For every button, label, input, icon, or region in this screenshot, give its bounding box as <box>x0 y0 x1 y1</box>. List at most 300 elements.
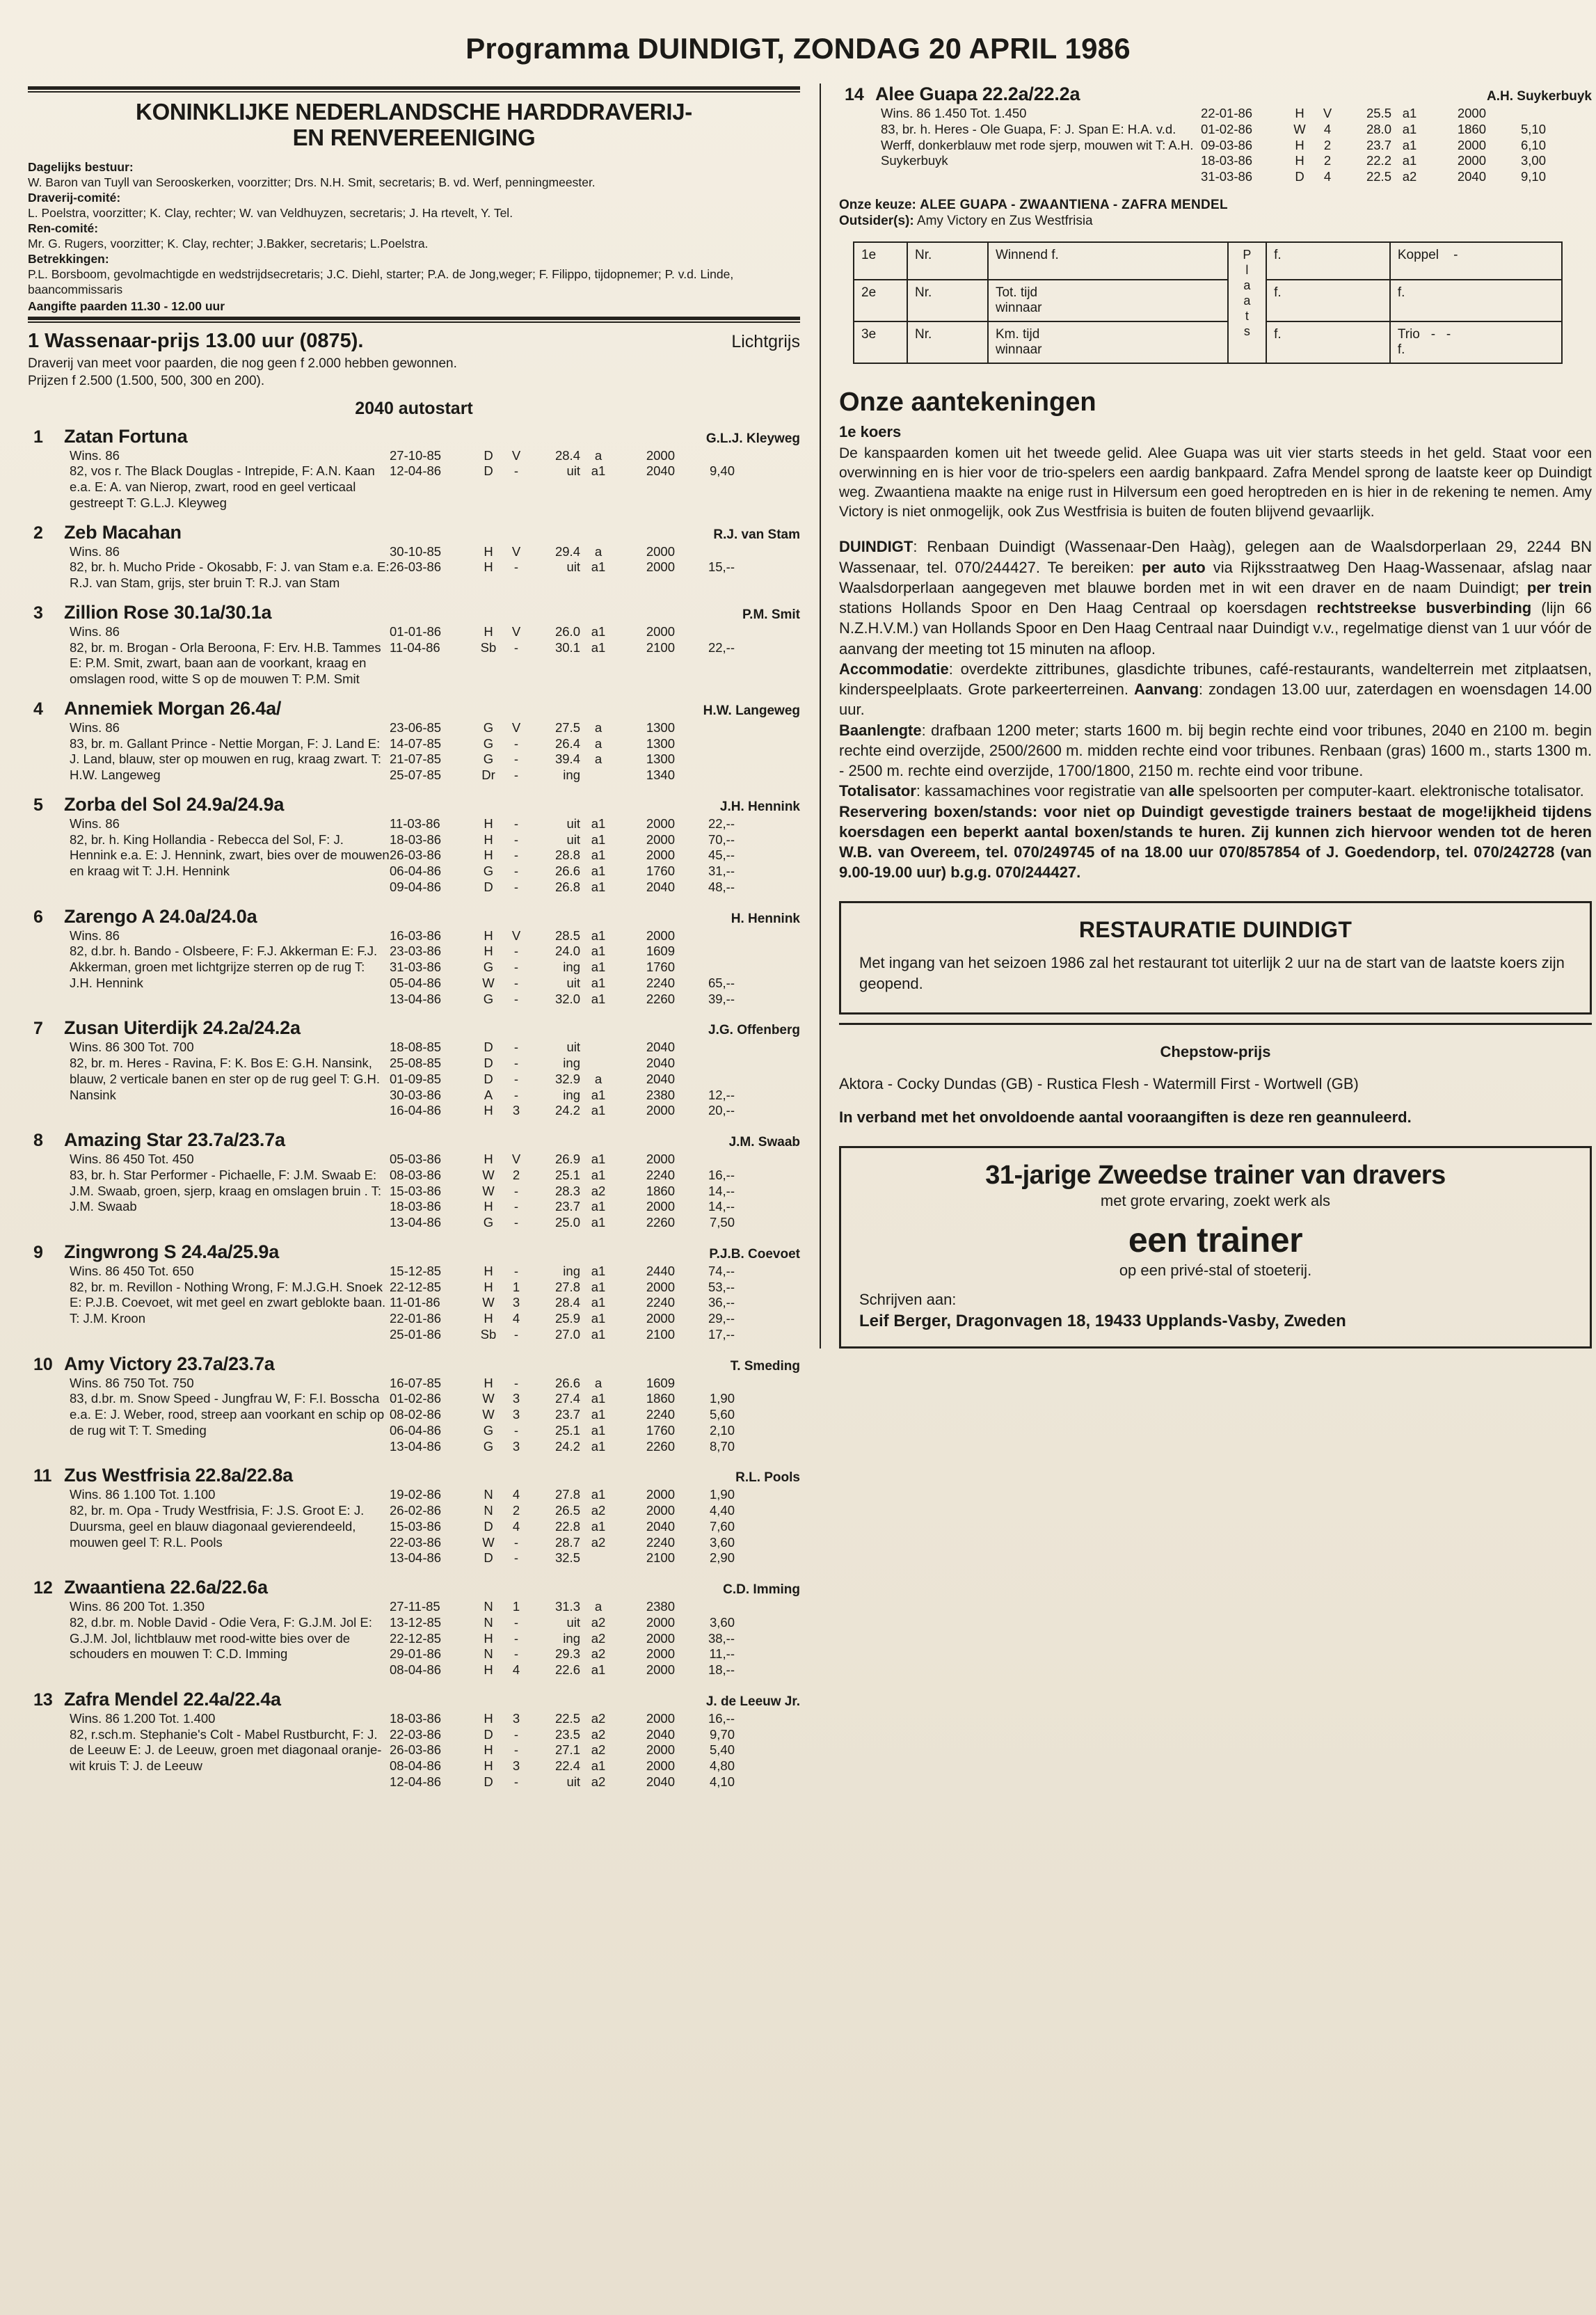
form-row <box>390 1758 800 1774</box>
form-row <box>390 1535 800 1551</box>
form-row <box>390 1599 800 1615</box>
form-time: 22.5 <box>554 1710 580 1726</box>
form-date: 22-01-86 <box>390 1311 442 1326</box>
form-date: 16-03-86 <box>390 928 442 943</box>
horse-name[interactable]: Alee Guapa 22.2a/22.2a <box>875 83 1080 104</box>
form-time: 22.5 <box>1366 169 1391 184</box>
horse-description <box>28 928 390 1008</box>
form-row <box>390 864 800 880</box>
race-conditions-line2: Prijzen f 2.500 (1.500, 500, 300 en 200). <box>28 374 265 389</box>
form-position: V <box>511 1152 521 1167</box>
form-position: - <box>513 1614 519 1630</box>
horse-pedigree: 83, br. h. Heres - Ole Guapa, F: J. Span E: H.A. v.d. Werff, donkerblauw met rode sjerp, mouwen wit T: A.H. Suykerbuyk <box>881 121 1194 168</box>
form-row <box>390 751 800 767</box>
form-row <box>390 1056 800 1072</box>
form-date: 14-07-85 <box>390 735 442 751</box>
horse-number: 3 <box>33 603 43 623</box>
form-odds <box>675 448 735 464</box>
form-distance: 1760 <box>646 864 675 879</box>
form-distance: 1340 <box>646 767 675 783</box>
form-time: 25.5 <box>1366 106 1391 120</box>
bet-plaats-f-3[interactable]: f. <box>1266 321 1390 363</box>
form-start-type: a1 <box>591 975 606 990</box>
horse-number: 14 <box>845 85 864 104</box>
horse-winnings: Wins. 86 <box>70 543 120 559</box>
form-time: 25.1 <box>554 1167 580 1182</box>
form-row <box>390 832 800 848</box>
form-time: 26.5 <box>554 1503 580 1518</box>
form-distance: 2380 <box>646 1087 675 1102</box>
form-row <box>390 992 800 1008</box>
form-date: 25-08-85 <box>390 1056 442 1071</box>
form-position: V <box>511 719 521 735</box>
reservering-label: Reservering boxen/stands: <box>839 802 1038 820</box>
form-odds <box>675 736 735 752</box>
bus-label: rechtstreekse busverbinding <box>1316 599 1532 617</box>
form-time: 24.2 <box>554 1103 580 1118</box>
race-header <box>28 330 800 353</box>
ad-write-label: Schrijven aan: <box>859 1290 957 1308</box>
form-odds: 3,60 <box>709 1614 735 1630</box>
form-distance: 2440 <box>646 1263 675 1278</box>
form-time: 28.4 <box>554 1295 580 1310</box>
form-date: 27-11-85 <box>390 1599 440 1614</box>
section-text: L. Poelstra, voorzitter; K. Clay, rechter; W. van Veldhuyzen, secretaris; J. Ha rtevelt, Y. Tel. <box>28 206 513 221</box>
horse-entry[interactable] <box>28 1241 800 1343</box>
form-track: H <box>484 1710 493 1726</box>
horse-number: 2 <box>33 523 43 543</box>
form-start-type <box>580 1056 616 1072</box>
form-row <box>1201 106 1592 122</box>
horse-body <box>28 1376 800 1455</box>
horse-pedigree: 82, br. m. Opa - Trudy Westfrisia, F: J.S. Groot E: J. Duursma, geel en blauw diagonaal gevierendeeld, mouwen geel T: R.L. Pools <box>70 1503 365 1550</box>
form-date: 12-04-86 <box>390 1774 442 1789</box>
form-time: 29.4 <box>554 543 580 559</box>
horse-entry[interactable] <box>28 426 800 511</box>
form-distance: 2000 <box>646 1279 675 1294</box>
horse-entry[interactable] <box>839 83 1592 185</box>
outsider-label: Outsider(s): <box>839 214 914 229</box>
horse-name[interactable]: Zafra Mendel 22.4a/22.4a <box>64 1688 281 1710</box>
bus-text: (lijn 66 N.Z.H.V.M.) van Hollands Spoor en Den Haag Centraal naar Duindigt v.v., regelmatige dienst van 1 uur vóór de aanvang der meeting tot 15 minuten na afloop. <box>839 599 1592 658</box>
form-start-type: a1 <box>591 1167 606 1182</box>
form-distance: 1609 <box>646 944 675 959</box>
form-time: 27.8 <box>554 1279 580 1294</box>
horse-name[interactable]: Zorba del Sol 24.9a/24.9a <box>64 793 285 815</box>
restauratie-text: Met ingang van het seizoen 1986 zal het restaurant tot uiterlijk 2 uur na de start van de laatste koers zijn geopend. <box>859 953 1565 992</box>
trio-cell[interactable] <box>1390 321 1562 363</box>
bet-nr-1[interactable]: Nr. <box>907 242 988 280</box>
auto-text: via Rijksstraatweg Den Haag-Wassenaar, afslag naar Waalsdorperlaan aangegeven met blauwe borden met in wit een draver en de naam Duindigt; <box>839 558 1592 596</box>
form-distance: 1760 <box>646 1422 675 1438</box>
form-time: 32.9 <box>554 1071 580 1086</box>
form-odds: 74,-- <box>708 1263 735 1278</box>
form-time: 28.7 <box>554 1534 580 1550</box>
koppel-f-cell[interactable]: f. <box>1390 280 1562 321</box>
form-start-type: a1 <box>591 1438 606 1454</box>
totalisator-text2: spelsoorten per computer-kaart. elektronische totalisator. <box>1194 782 1584 800</box>
form-odds <box>675 1056 735 1072</box>
horse-entry[interactable] <box>28 1129 800 1231</box>
form-track: H <box>1295 137 1304 152</box>
form-row <box>1201 138 1592 154</box>
ad-role-detail: op een privé-stal of stoeterij. <box>1119 1261 1312 1279</box>
form-distance: 2240 <box>646 1534 675 1550</box>
form-row <box>390 1407 800 1423</box>
horse-entry[interactable] <box>28 1689 800 1790</box>
horse-winnings: Wins. 86 <box>70 447 120 463</box>
form-date: 22-03-86 <box>390 1726 442 1742</box>
form-row <box>390 816 800 832</box>
form-distance: 2000 <box>646 848 675 863</box>
horse-form-table <box>390 1376 800 1455</box>
horse-body <box>28 544 800 591</box>
bet-tot-tijd[interactable]: Tot. tijd winnaar <box>988 280 1228 321</box>
horse-description <box>28 1487 390 1566</box>
form-start-type: a <box>594 719 603 735</box>
form-date: 01-02-86 <box>1201 121 1253 136</box>
form-start-type: a <box>594 543 603 559</box>
race-conditions-line1: Draverij van meet voor paarden, die nog geen f 2.000 hebben gewonnen. <box>28 356 457 372</box>
horse-driver: R.J. van Stam <box>713 527 800 542</box>
horse-driver: C.D. Imming <box>723 1582 800 1598</box>
horse-driver: R.L. Pools <box>735 1470 800 1486</box>
form-row <box>390 1199 800 1215</box>
form-position: - <box>513 864 519 879</box>
koppel-cell[interactable] <box>1390 242 1562 280</box>
form-start-type: a1 <box>591 1279 606 1294</box>
form-odds <box>675 720 735 736</box>
form-track: N <box>484 1599 493 1614</box>
form-distance: 2000 <box>646 447 675 463</box>
horse-name[interactable]: Zillion Rose 30.1a/30.1a <box>64 601 272 623</box>
form-odds: 9,70 <box>709 1726 735 1742</box>
form-position: 1 <box>512 1279 520 1294</box>
table-row <box>854 321 1562 363</box>
form-date: 26-03-86 <box>390 559 442 575</box>
form-position: 2 <box>1323 153 1332 168</box>
form-track: D <box>484 1056 493 1071</box>
form-distance: 2100 <box>646 1326 675 1342</box>
form-distance: 2100 <box>646 1550 675 1566</box>
form-date: 11-04-86 <box>390 639 440 655</box>
form-position: - <box>513 1199 519 1214</box>
horse-form-table <box>390 1487 800 1566</box>
form-start-type: a2 <box>591 1742 606 1758</box>
form-odds: 14,-- <box>708 1183 735 1198</box>
chepstow-cancellation-note: In verband met het onvoldoende aantal vooraangiften is deze ren geannuleerd. <box>839 1108 1412 1126</box>
form-position: 3 <box>512 1438 520 1454</box>
plaats-label: Plaats <box>1240 248 1254 340</box>
form-odds: 7,50 <box>709 1215 735 1230</box>
horse-winnings: Wins. 86 450 Tot. 450 <box>70 1152 194 1167</box>
horse-entry[interactable] <box>28 602 800 687</box>
horse-driver: G.L.J. Kleyweg <box>705 431 800 446</box>
restauratie-heading: RESTAURATIE DUINDIGT <box>1078 916 1352 942</box>
bet-plaats-f-2[interactable]: f. <box>1266 280 1390 321</box>
form-odds: 6,10 <box>1520 137 1546 152</box>
horse-entry[interactable] <box>28 906 800 1008</box>
form-distance: 2040 <box>1457 169 1486 184</box>
form-row <box>390 1519 800 1535</box>
koppel-dash: - <box>1453 248 1458 263</box>
horse-header <box>28 1353 800 1375</box>
horse-name[interactable]: Zarengo A 24.0a/24.0a <box>64 905 257 927</box>
horse-name[interactable]: Zwaantiena 22.6a/22.6a <box>64 1577 268 1598</box>
form-date: 01-01-86 <box>390 623 442 639</box>
form-position: V <box>1323 106 1332 120</box>
form-start-type: a1 <box>591 848 606 863</box>
horse-name[interactable]: Zus Westfrisia 22.8a/22.8a <box>64 1465 293 1486</box>
form-start-type: a2 <box>591 1726 606 1742</box>
form-position: - <box>513 991 519 1006</box>
form-date: 13-04-86 <box>390 1550 442 1566</box>
horse-name[interactable]: Zatan Fortuna <box>64 425 188 447</box>
form-row <box>390 1774 800 1790</box>
chepstow-heading: Chepstow-prijs <box>1160 1043 1271 1061</box>
form-date: 05-03-86 <box>390 1152 442 1167</box>
form-date: 09-04-86 <box>390 879 442 894</box>
form-time: 25.0 <box>554 1215 580 1230</box>
horse-name[interactable]: Zusan Uiterdijk 24.2a/24.2a <box>64 1017 301 1039</box>
totalisator-text: : kassamachines voor registratie van <box>916 782 1169 800</box>
form-date: 12-04-86 <box>390 463 442 479</box>
form-time: ing <box>563 1087 580 1102</box>
horse-body <box>28 1711 800 1790</box>
horse-body <box>28 720 800 783</box>
trein-text: stations Hollands Spoor en Den Haag Centraal op koersdagen <box>839 599 1317 617</box>
form-odds: 5,60 <box>709 1407 735 1422</box>
horse-body <box>28 928 800 1008</box>
form-date: 23-06-85 <box>390 719 442 735</box>
form-distance: 1300 <box>646 735 675 751</box>
horse-body <box>28 448 800 511</box>
form-odds: 20,-- <box>708 1103 735 1118</box>
form-time: 26.0 <box>554 623 580 639</box>
form-start-type: a1 <box>591 1263 606 1278</box>
form-row <box>390 767 800 783</box>
bet-plaats-f-1[interactable]: f. <box>1266 242 1390 280</box>
horse-pedigree: 83, br. h. Star Performer - Pichaelle, F: J.M. Swaab E: J.M. Swaab, groen, sjerp, kraag en omslagen bruin . T: J.M. Swaab <box>70 1167 382 1214</box>
horse-name[interactable]: Zeb Macahan <box>64 521 182 543</box>
restauratie-box <box>839 901 1592 1015</box>
form-date: 31-03-86 <box>1201 169 1253 184</box>
form-date: 08-04-86 <box>390 1758 442 1774</box>
form-date: 30-03-86 <box>390 1087 442 1102</box>
form-row <box>390 559 800 575</box>
form-odds: 38,-- <box>708 1630 735 1646</box>
form-distance: 2040 <box>646 1056 675 1071</box>
form-row <box>390 736 800 752</box>
form-distance: 2000 <box>646 928 675 943</box>
form-row <box>390 1327 800 1343</box>
form-row <box>390 1631 800 1647</box>
horse-winnings: Wins. 86 1.100 Tot. 1.100 <box>70 1487 216 1502</box>
form-distance: 2000 <box>646 1503 675 1518</box>
form-distance: 1860 <box>1457 121 1486 136</box>
form-odds: 4,10 <box>709 1774 735 1789</box>
horse-name[interactable]: Zingwrong S 24.4a/25.9a <box>64 1241 280 1262</box>
form-distance: 2000 <box>1457 106 1486 120</box>
form-date: 13-04-86 <box>390 1215 442 1230</box>
form-start-type: a <box>594 1071 603 1086</box>
form-position: - <box>513 1326 519 1342</box>
bet-winnend[interactable]: Winnend f. <box>988 242 1228 280</box>
form-odds <box>675 960 735 976</box>
form-distance: 1860 <box>646 1391 675 1406</box>
horse-name[interactable]: Annemiek Morgan 26.4a/ <box>64 697 282 719</box>
form-row <box>390 1503 800 1519</box>
association-title-line1: KONINKLIJKE NEDERLANDSCHE HARDDRAVERIJ- <box>136 99 692 125</box>
baanlengte-label: Baanlengte <box>839 721 922 739</box>
horse-name[interactable]: Amy Victory 23.7a/23.7a <box>64 1353 275 1374</box>
form-start-type: a1 <box>1402 153 1417 168</box>
horse-winnings: Wins. 86 450 Tot. 650 <box>70 1263 194 1278</box>
form-start-type <box>580 1040 616 1056</box>
association-section <box>28 190 800 221</box>
horse-description <box>28 1376 390 1455</box>
horse-number: 9 <box>33 1242 43 1262</box>
horse-form-table <box>390 816 800 896</box>
horse-entry[interactable] <box>28 1353 800 1455</box>
form-position: - <box>513 816 519 831</box>
horse-pedigree: 83, br. m. Gallant Prince - Nettie Morgan, F: J. Land E: J. Land, blauw, ster op mouwen en rug, kraag zwart. T: H.W. Langeweg <box>70 735 382 783</box>
horse-entry[interactable] <box>28 794 800 896</box>
form-time: 28.8 <box>554 848 580 863</box>
horse-driver: P.J.B. Coevoet <box>709 1246 800 1262</box>
form-position: V <box>511 543 521 559</box>
notes-text: De kanspaarden komen uit het tweede gelid. Alee Guapa was uit vier starts steeds in het geld. Staat voor een overwinning en is hier voor de trio-spelers een aardig bankpaard. Zafra Mendel sprong de laatste keer op Duindigt weg. Zwaantiena maakte na enige rust in Hilversum een goed heroptreden en is hier in de rekening te nemen. Amy Victory is niet onmogelijk, ook Zus Westfrisia is buiten de fouten blijvend gevaarlijk. <box>839 445 1592 520</box>
form-time: 24.2 <box>554 1438 580 1454</box>
form-start-type: a1 <box>591 1103 606 1118</box>
form-position: - <box>513 1071 519 1086</box>
bet-nr-3[interactable]: Nr. <box>907 321 988 363</box>
form-date: 01-09-85 <box>390 1071 442 1086</box>
horse-pedigree: 83, d.br. m. Snow Speed - Jungfrau W, F: F.I. Bosscha e.a. E: J. Weber, rood, streep aan voorkant en schip op de rug wit T: T. Smeding <box>70 1391 385 1438</box>
form-distance: 2260 <box>646 1215 675 1230</box>
form-distance: 2260 <box>646 991 675 1006</box>
form-distance: 2000 <box>646 1630 675 1646</box>
form-date: 26-03-86 <box>390 848 442 863</box>
form-odds: 65,-- <box>708 975 735 990</box>
form-position: 3 <box>512 1407 520 1422</box>
venue-info-paragraph <box>839 536 1592 882</box>
form-position: V <box>511 447 521 463</box>
form-time: 24.0 <box>554 944 580 959</box>
horse-name[interactable]: Amazing Star 23.7a/23.7a <box>64 1129 285 1151</box>
page-title: Programma DUINDIGT, ZONDAG 20 APRIL 1986 <box>465 32 1131 65</box>
reservering-text: voor niet op Duindigt gevestigde trainers bestaat de moge!ijkheid tijdens koersdagen een beperkt aantal boxen/stands te huren. Zij kunnen zich hiervoor wenden tot de heren W.B. van Overeem, tel. 070/249745 of na 18.00 uur 070/857854 of J. Goedendorp, tel. 070/242728 (van 9.00-19.00 uur) b.g.g. 070/244427. <box>839 802 1592 882</box>
form-distance: 2240 <box>646 975 675 990</box>
form-date: 22-12-85 <box>390 1630 442 1646</box>
horse-pedigree: 82, br. m. Brogan - Orla Beroona, F: Erv. H.B. Tammes E: P.M. Smit, zwart, baan aan de voorkant, kraag en omslagen rood, witte S op de mouwen T: P.M. Smit <box>70 639 381 687</box>
form-start-type: a1 <box>591 1662 606 1678</box>
form-odds: 1,90 <box>709 1487 735 1502</box>
form-position: - <box>513 1742 519 1758</box>
form-row <box>390 1168 800 1184</box>
form-row <box>390 1711 800 1727</box>
horse-header <box>28 794 800 816</box>
bet-nr-2[interactable]: Nr. <box>907 280 988 321</box>
form-start-type: a <box>594 1375 603 1390</box>
horse-pedigree: 82, br. m. Heres - Ravina, F: K. Bos E: G.H. Nansink, blauw, 2 verticale banen en ster op de rug geel T: G.H. Nansink <box>70 1056 380 1102</box>
form-position: - <box>513 1422 519 1438</box>
section-label: Draverij-comité: <box>28 191 121 205</box>
horse-entry[interactable] <box>28 522 800 591</box>
plaats-column <box>1228 242 1267 363</box>
form-track: D <box>484 447 493 463</box>
form-track: H <box>484 1662 493 1678</box>
form-date: 16-04-86 <box>390 1103 442 1118</box>
form-track: Sb <box>480 1326 497 1342</box>
form-row <box>390 1088 800 1104</box>
bet-order-2: 2e <box>854 280 907 321</box>
form-time: uit <box>566 816 580 831</box>
horse-entry[interactable] <box>28 1017 800 1119</box>
form-start-type: a2 <box>591 1646 606 1662</box>
horse-form-table <box>390 720 800 783</box>
horse-header <box>28 698 800 719</box>
form-distance: 2000 <box>646 1311 675 1326</box>
horse-driver: J. de Leeuw Jr. <box>705 1694 800 1709</box>
totalisator-label: Totalisator <box>839 782 916 800</box>
form-row <box>390 880 800 896</box>
form-position: 4 <box>512 1662 520 1678</box>
form-odds <box>675 767 735 783</box>
form-position: 2 <box>1323 137 1332 152</box>
form-time: ing <box>563 1056 580 1071</box>
form-start-type <box>580 767 616 783</box>
form-start-type: a <box>594 1599 603 1614</box>
bet-km-tijd[interactable]: Km. tijd winnaar <box>988 321 1228 363</box>
horse-entry[interactable] <box>28 1465 800 1566</box>
form-distance: 1609 <box>646 1375 675 1390</box>
form-odds <box>675 1152 735 1168</box>
form-odds: 29,-- <box>708 1311 735 1326</box>
form-distance: 2000 <box>646 1742 675 1758</box>
horse-entry[interactable] <box>28 698 800 783</box>
horse-driver: J.M. Swaab <box>728 1135 800 1150</box>
horse-winnings: Wins. 86 1.200 Tot. 1.400 <box>70 1710 216 1726</box>
form-start-type: a1 <box>591 623 606 639</box>
form-start-type: a <box>594 735 603 751</box>
horse-form-table <box>1201 106 1592 185</box>
left-column <box>28 83 800 1801</box>
form-time: 23.7 <box>1366 137 1391 152</box>
form-track: H <box>484 1630 493 1646</box>
form-row <box>390 1662 800 1678</box>
form-start-type: a1 <box>591 559 606 575</box>
selection-label: Onze keuze: <box>839 197 916 212</box>
form-distance: 2000 <box>646 1758 675 1774</box>
form-row <box>390 1376 800 1392</box>
horse-description <box>28 1599 390 1678</box>
section-text: P.L. Borsboom, gevolmachtigde en wedstrijdsecretaris; J.C. Diehl, starter; P.A. de Jong,weger; F. Filippo, tijdopnemer; P. v.d. Linde, baancommissaris <box>28 267 734 297</box>
horse-number: 10 <box>33 1354 53 1374</box>
horse-entry-14 <box>839 83 1592 185</box>
horse-entry[interactable] <box>28 1577 800 1678</box>
form-position: - <box>513 832 519 847</box>
association-block <box>28 100 800 314</box>
form-odds: 53,-- <box>708 1279 735 1294</box>
form-row <box>390 1184 800 1200</box>
form-row <box>390 1103 800 1119</box>
form-position: - <box>513 879 519 894</box>
form-start-type <box>580 1550 616 1566</box>
form-distance: 2000 <box>646 1614 675 1630</box>
form-row <box>390 463 800 479</box>
form-position: - <box>513 975 519 990</box>
